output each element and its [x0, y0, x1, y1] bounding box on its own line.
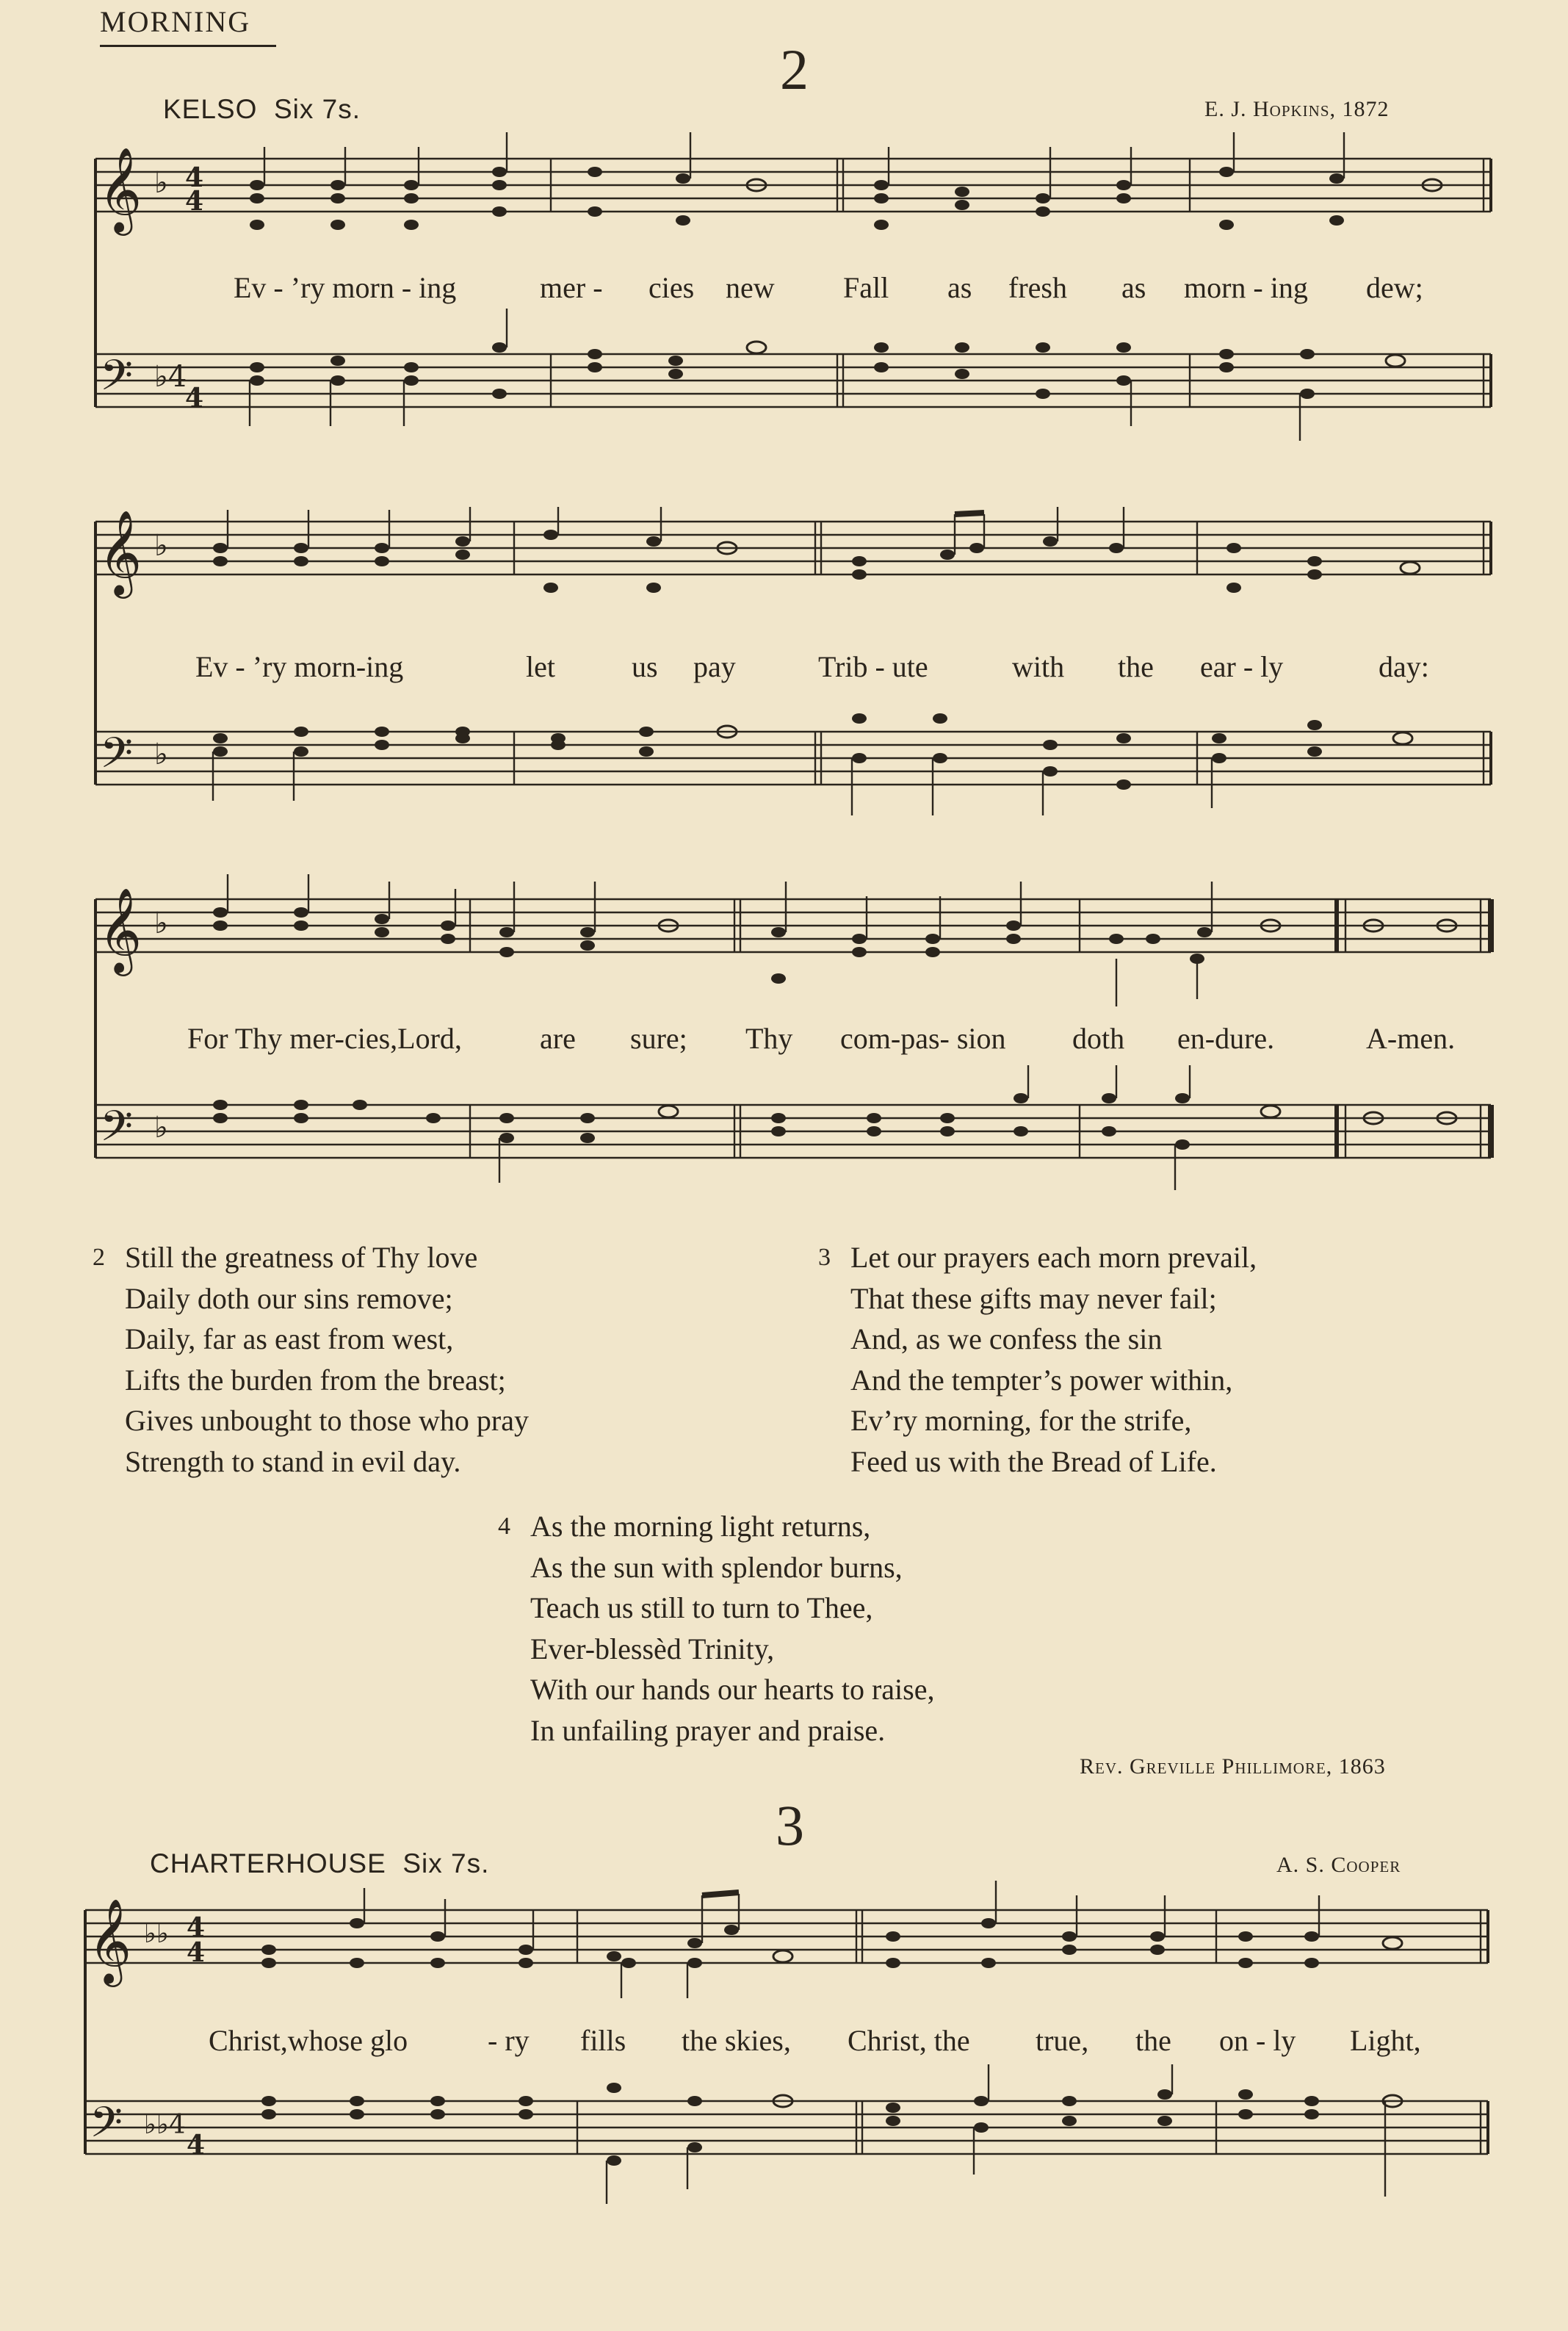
lyric-s4-7: the: [1135, 2024, 1171, 2057]
verse-line: With our hands our hearts to raise,: [530, 1673, 935, 1706]
svg-text:𝄞: 𝄞: [98, 509, 142, 595]
tune-header: [150, 1848, 489, 1879]
verse-line: Let our prayers each morn prevail,: [850, 1241, 1257, 1274]
verse-line: Daily doth our sins remove;: [125, 1281, 453, 1315]
lyric-s4-3: fills: [580, 2024, 626, 2057]
verse-line: Lifts the burden from the breast;: [125, 1363, 506, 1397]
lyric-s4-6: true,: [1036, 2024, 1089, 2057]
lyric-s2-8: ear - ly: [1200, 650, 1284, 683]
svg-text:𝄞: 𝄞: [98, 887, 142, 973]
lyric-s1-2: mer -: [540, 271, 603, 304]
svg-text:4: 4: [187, 2130, 206, 2161]
svg-text:♭: ♭: [154, 1111, 168, 1145]
lyric-s3-2: are: [540, 1022, 576, 1055]
composer-credit: A. S. Cooper: [1276, 1853, 1401, 1877]
lyric-s2-2: let: [526, 650, 555, 683]
lyric-s1-5: Fall: [843, 271, 889, 304]
lyric-s2-4: pay: [693, 650, 736, 683]
verse-2: [93, 1237, 529, 1482]
lyric-s2-3: us: [632, 650, 658, 683]
lyric-s1-8: as: [1121, 271, 1146, 304]
lyric-s1-10: dew;: [1366, 271, 1423, 304]
verse-number: 3: [818, 1244, 831, 1271]
lyric-s3-4: Thy: [745, 1022, 793, 1055]
tune-name: CHARTERHOUSE: [150, 1848, 386, 1878]
verse-line: That these gifts may never fail;: [850, 1281, 1217, 1315]
verse-line: Teach us still to turn to Thee,: [530, 1591, 873, 1624]
hymn-number: 2: [780, 37, 809, 101]
verse-line: And, as we confess the sin: [850, 1322, 1163, 1355]
verse-4: [498, 1506, 935, 1751]
svg-text:♭: ♭: [154, 166, 168, 200]
svg-text:𝄢: 𝄢: [100, 728, 134, 788]
lyric-s4-5: Christ, the: [848, 2024, 970, 2057]
verse-line: Ev’ry morning, for the strife,: [850, 1404, 1192, 1437]
verse-line: Ever-blessèd Trinity,: [530, 1632, 775, 1665]
tune-meter: Six 7s.: [273, 94, 361, 124]
composer-credit: E. J. Hopkins, 1872: [1204, 97, 1390, 121]
lyric-s2-6: with: [1012, 650, 1065, 683]
svg-text:4: 4: [187, 1937, 206, 1968]
svg-text:4: 4: [185, 162, 204, 193]
lyric-s3-7: en-dure.: [1177, 1022, 1275, 1055]
svg-text:♭4: ♭4: [154, 360, 187, 394]
svg-text:4: 4: [185, 383, 204, 414]
lyric-s2-1: Ev - ’ry morn-ing: [195, 650, 404, 683]
verse-line: Feed us with the Bread of Life.: [850, 1444, 1217, 1478]
lyric-s3-5: com-pas- sion: [840, 1022, 1006, 1055]
lyric-s2-9: day:: [1379, 650, 1429, 683]
lyric-s1-4: new: [726, 271, 775, 304]
lyric-s1-3: cies: [648, 271, 695, 304]
verse-line: In unfailing prayer and praise.: [530, 1713, 886, 1747]
lyric-s2-7: the: [1118, 650, 1154, 683]
lyric-s1-9: morn - ing: [1184, 271, 1308, 304]
lyric-s1-1: Ev - ’ry morn - ing: [234, 271, 457, 304]
verse-line: Gives unbought to those who pray: [125, 1404, 529, 1437]
verse-number: 4: [498, 1513, 510, 1540]
lyric-s3-3: sure;: [630, 1022, 687, 1055]
verse-line: As the morning light returns,: [530, 1510, 871, 1543]
lyric-s4-4: the skies,: [682, 2024, 791, 2057]
svg-text:♭: ♭: [154, 529, 168, 563]
svg-text:𝄞: 𝄞: [98, 146, 142, 232]
svg-text:♭♭: ♭♭: [144, 1919, 169, 1949]
svg-text:𝄢: 𝄢: [90, 2097, 123, 2158]
svg-text:♭: ♭: [154, 738, 168, 771]
verse-line: As the sun with splendor burns,: [530, 1550, 903, 1584]
tune-meter: Six 7s.: [402, 1848, 490, 1878]
svg-text:♭♭4: ♭♭4: [144, 2110, 186, 2140]
svg-text:4: 4: [185, 186, 204, 217]
svg-text:♭: ♭: [154, 907, 168, 940]
tune-name: KELSO: [163, 94, 258, 124]
lyric-s3-8: A-men.: [1366, 1022, 1456, 1055]
lyric-s4-9: Light,: [1350, 2024, 1421, 2057]
lyric-s1-7: fresh: [1008, 271, 1067, 304]
lyric-s4-1: Christ,whose glo: [209, 2024, 408, 2057]
svg-text:𝄢: 𝄢: [100, 350, 134, 411]
lyric-s2-5: Trib - ute: [818, 650, 928, 683]
lyric-s4-2: - ry: [488, 2024, 530, 2057]
author-credit: Rev. Greville Phillimore, 1863: [1080, 1754, 1386, 1779]
svg-text:𝄢: 𝄢: [100, 1101, 134, 1161]
verse-line: Strength to stand in evil day.: [125, 1444, 461, 1478]
running-head: MORNING: [100, 4, 276, 47]
verse-line: And the tempter’s power within,: [850, 1363, 1233, 1397]
verse-line: Daily, far as east from west,: [125, 1322, 454, 1355]
hymn-number: 3: [776, 1793, 804, 1857]
lyric-s3-6: doth: [1072, 1022, 1125, 1055]
verse-line: Still the greatness of Thy love: [125, 1241, 478, 1274]
verse-3: [818, 1237, 1257, 1482]
tune-header: [163, 94, 361, 125]
svg-text:4: 4: [187, 1912, 206, 1943]
lyric-s1-6: as: [947, 271, 972, 304]
verse-number: 2: [93, 1244, 105, 1271]
svg-text:𝄞: 𝄞: [88, 1898, 132, 1984]
lyric-s3-1: For Thy mer-cies,Lord,: [187, 1022, 462, 1055]
lyric-s4-8: on - ly: [1219, 2024, 1296, 2057]
